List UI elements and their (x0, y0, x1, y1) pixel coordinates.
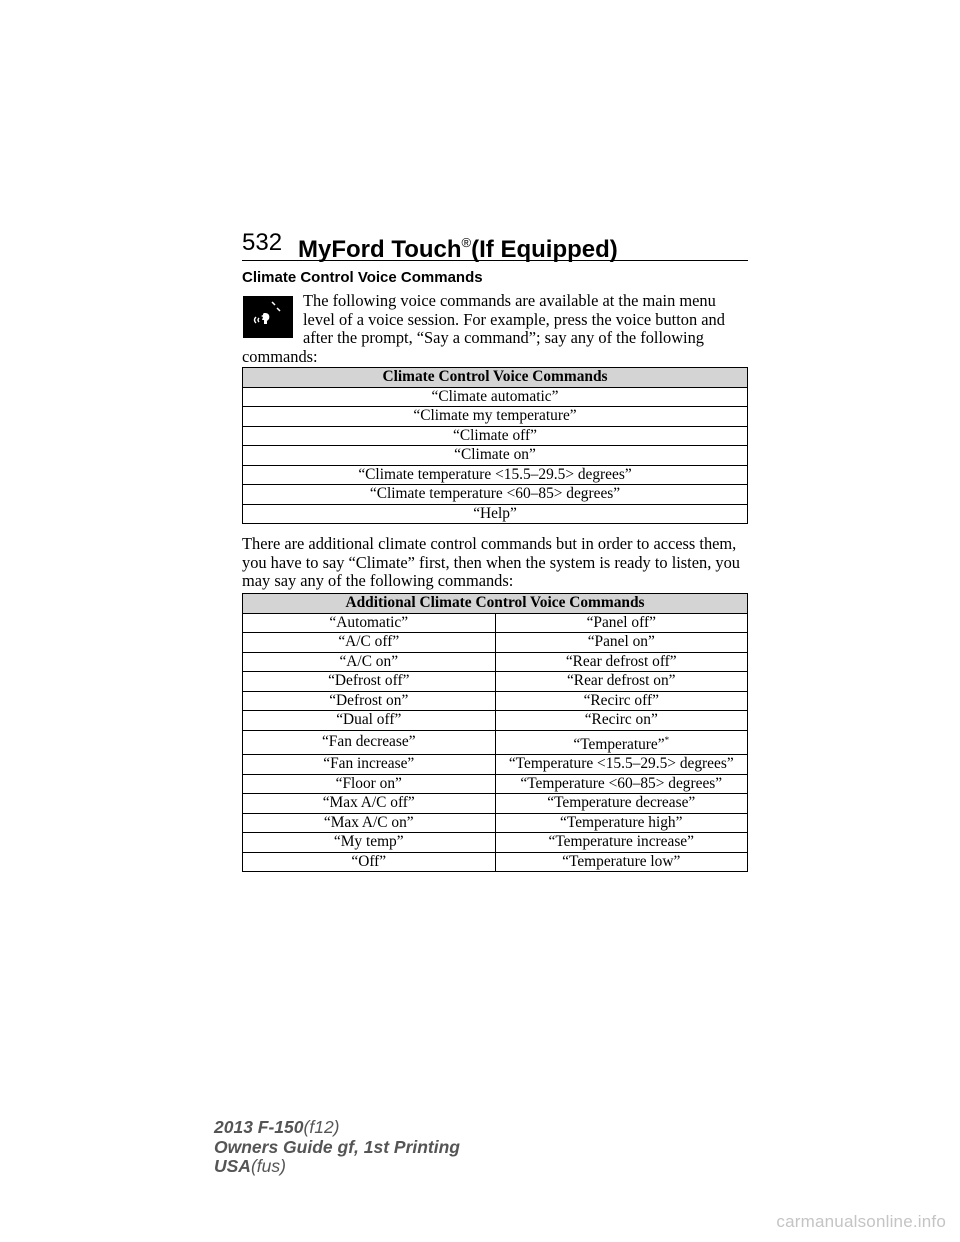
command-cell: “Temperature low” (495, 852, 748, 872)
table-row (243, 755, 748, 775)
page-number: 532 (242, 229, 283, 256)
table-row (243, 833, 748, 853)
table-row (243, 387, 748, 407)
additional-commands-paragraph: There are additional climate control commands but in order to access them, you have to say “Climate” first, then when the system is ready to listen, you may say any of the following commands: (242, 534, 740, 590)
table-row (243, 446, 748, 466)
footnote-mark: * (664, 734, 670, 745)
command-cell: “Climate on” (243, 446, 748, 466)
table-row (243, 691, 748, 711)
table-header-row (243, 368, 748, 388)
command-cell-footnoted (495, 730, 748, 755)
command-cell: “Temperature decrease” (495, 794, 748, 814)
command-cell: “Rear defrost on” (495, 672, 748, 692)
command-cell: “Temperature <15.5–29.5> degrees” (495, 755, 748, 775)
command-cell: “A/C on” (243, 652, 496, 672)
table-row (243, 813, 748, 833)
command-cell: “Rear defrost off” (495, 652, 748, 672)
command-cell: “A/C off” (243, 633, 496, 653)
command-cell: “Recirc off” (495, 691, 748, 711)
table-row (243, 774, 748, 794)
table-row (243, 613, 748, 633)
table-row (243, 652, 748, 672)
market-label: USA (214, 1156, 251, 1176)
command-cell: “Temperature <60–85> degrees” (495, 774, 748, 794)
table-row (243, 711, 748, 731)
command-cell: “Climate off” (243, 426, 748, 446)
table-header-row (243, 594, 748, 614)
footer-line-1 (214, 1118, 460, 1138)
table-row (243, 485, 748, 505)
command-cell: “Climate temperature <15.5–29.5> degrees” (243, 465, 748, 485)
table-row (243, 730, 748, 755)
command-cell: “Fan decrease” (243, 730, 496, 755)
table-title: Climate Control Voice Commands (243, 368, 748, 388)
command-cell: “My temp” (243, 833, 496, 853)
market-code: (fus) (250, 1156, 286, 1176)
print-footer (214, 1118, 460, 1177)
command-cell: “Help” (243, 504, 748, 524)
command-cell: “Fan increase” (243, 755, 496, 775)
command-cell: “Climate temperature <60–85> degrees” (243, 485, 748, 505)
command-cell: “Dual off” (243, 711, 496, 731)
footer-line-2 (214, 1138, 460, 1158)
table-row (243, 504, 748, 524)
registered-mark: ® (461, 235, 472, 250)
command-cell: “Max A/C off” (243, 794, 496, 814)
table-row (243, 672, 748, 692)
command-cell: “Floor on” (243, 774, 496, 794)
command-cell: “Max A/C on” (243, 813, 496, 833)
additional-commands-table (242, 593, 748, 872)
table-row (243, 852, 748, 872)
command-cell: “Temperature high” (495, 813, 748, 833)
table-row (243, 426, 748, 446)
model-code: (f12) (303, 1117, 340, 1137)
command-text: “Temperature” (573, 735, 665, 753)
climate-commands-table (242, 367, 748, 524)
section-heading: Climate Control Voice Commands (242, 269, 483, 286)
table-row (243, 407, 748, 427)
page-header (242, 226, 748, 261)
command-cell: “Recirc on” (495, 711, 748, 731)
printing-label: Owners Guide gf, 1st Printing (214, 1136, 460, 1157)
title-text: MyFord Touch (298, 236, 462, 263)
site-watermark: carmanualsonline.info (776, 1212, 946, 1231)
table-row (243, 633, 748, 653)
command-cell: “Defrost off” (243, 672, 496, 692)
command-cell: “Off” (243, 852, 496, 872)
footer-line-3 (214, 1157, 460, 1177)
model-label: 2013 F-150 (214, 1117, 304, 1137)
command-cell: “Temperature increase” (495, 833, 748, 853)
command-cell: “Panel on” (495, 633, 748, 653)
intro-paragraph: The following voice commands are available at the main menu level of a voice session. For example, press the voice button and after the prompt, “Say a command”; say any of the following commands: (242, 291, 725, 366)
command-cell: “Automatic” (243, 613, 496, 633)
table-row (243, 794, 748, 814)
command-cell: “Climate automatic” (243, 387, 748, 407)
command-cell: “Panel off” (495, 613, 748, 633)
command-cell: “Climate my temperature” (243, 407, 748, 427)
title-suffix: (If Equipped) (471, 236, 618, 263)
command-cell: “Defrost on” (243, 691, 496, 711)
page-title (298, 228, 618, 265)
table-title: Additional Climate Control Voice Commands (243, 594, 748, 614)
table-row (243, 465, 748, 485)
